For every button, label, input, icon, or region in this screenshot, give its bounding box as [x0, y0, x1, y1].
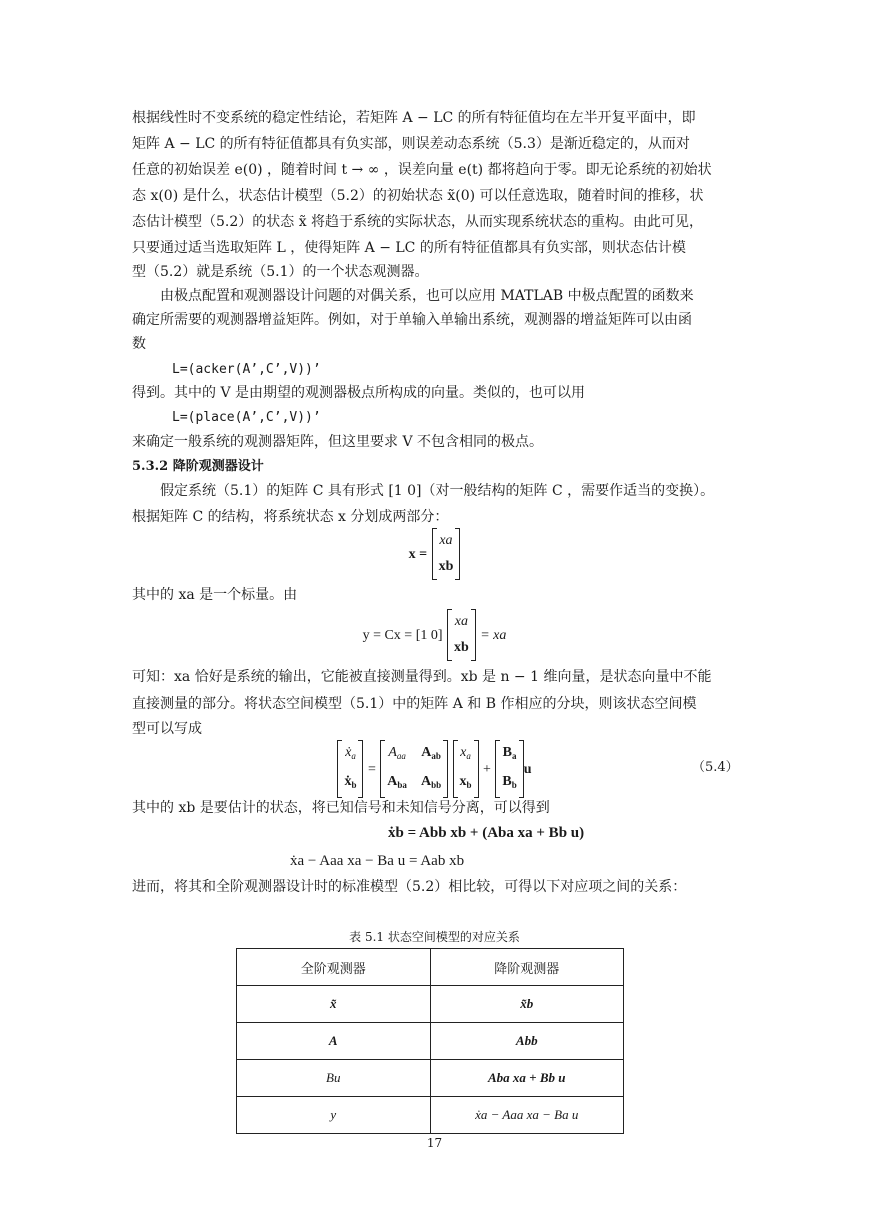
text-line: 直接测量的部分。将状态空间模型（5.1）中的矩阵 A 和 B 作相应的分块，则该状态空间模	[132, 696, 697, 712]
table-cell: x̃	[237, 986, 431, 1023]
text-line: 只要通过适当选取矩阵 L ，使得矩阵 A − LC 的所有特征值都具有负实部，则状态估计模	[132, 240, 686, 256]
text-line: 任意的初始误差 e(0) ，随着时间 t → ∞ ，误差向量 e(t) 都将趋向于零。即无论系统的初始状	[132, 162, 712, 178]
text-line: 型（5.2）就是系统（5.1）的一个状态观测器。	[132, 264, 429, 280]
table-cell: Bu	[237, 1060, 431, 1097]
table-cell: ẋa − Aaa xa − Ba u	[430, 1097, 624, 1134]
equation-xa-dot: ẋa − Aaa xa − Ba u = Aab xb	[290, 853, 465, 869]
equation-number: （5.4）	[692, 760, 739, 775]
table-cell: A	[237, 1023, 431, 1060]
vector-bracket	[432, 528, 461, 580]
table-row	[237, 986, 624, 1023]
table-cell: Aba xa + Bb u	[430, 1060, 624, 1097]
equation-rhs: = xa	[480, 628, 507, 643]
text-line: 型可以写成	[132, 721, 202, 737]
text-line: 进而，将其和全阶观测器设计时的标准模型（5.2）相比较，可得以下对应项之间的关系：	[132, 879, 687, 895]
section-heading: 5.3.2 降阶观测器设计	[132, 459, 264, 474]
text-line: 其中的 xa 是一个标量。由	[132, 587, 298, 603]
table-cell: x̃b	[430, 986, 624, 1023]
vector-bracket	[447, 609, 476, 661]
text-line: 根据矩阵 C 的结构，将系统状态 x 分划成两部分：	[132, 509, 449, 525]
equation-x-partition	[0, 528, 869, 580]
code-line: L=(place(A’,C’,V))’	[172, 410, 321, 425]
text-line: 态估计模型（5.2）的状态 x̃ 将趋于系统的实际状态，从而实现系统状态的重构。由此可见，	[132, 214, 704, 230]
text-line: 其中的 xb 是要估计的状态，将已知信号和未知信号分离，可以得到	[132, 800, 550, 816]
vector-entry: xb	[453, 640, 469, 655]
text-line: 假定系统（5.1）的矩阵 C 具有形式 [1 0]（对一般结构的矩阵 C ，需要作适当的变换）。	[160, 483, 715, 499]
table-caption: 表 5.1 状态空间模型的对应关系	[349, 930, 520, 944]
equation-xb-dot: ẋb = Abb xb + (Aba xa + Bb u)	[388, 825, 585, 841]
text-line: 得到。其中的 V 是由期望的观测器极点所构成的向量。类似的，也可以用	[132, 385, 586, 401]
vector-entry: xa	[454, 614, 468, 629]
text-line: 矩阵 A − LC 的所有特征值都具有负实部，则误差动态系统（5.3）是渐近稳定的，从而对	[132, 136, 690, 152]
table-cell: Abb	[430, 1023, 624, 1060]
table-header-row	[237, 949, 624, 986]
code-line: L=(acker(A’,C’,V))’	[172, 362, 321, 377]
equation-5-4: ẋ$_a$ ẋ$_b$ = $A_{aa}$ $A_{ba}$ $A_{ab}$ $A_{bb}$ $x_a$ $x_b$ + $B_a$ $B_b$ u	[0, 740, 869, 798]
equation-input: u	[523, 762, 532, 777]
table-row	[237, 1023, 624, 1060]
equation-output	[0, 609, 869, 661]
text-line: 确定所需要的观测器增益矩阵。例如，对于单输入单输出系统，观测器的增益矩阵可以由函	[132, 312, 692, 328]
text-line: 来确定一般系统的观测器矩阵，但这里要求 V 不包含相同的极点。	[132, 434, 544, 450]
page-number: 17	[426, 1136, 443, 1150]
correspondence-table	[236, 948, 624, 1134]
vector-entry: xb	[438, 559, 454, 574]
text-line: 可知：xa 恰好是系统的输出，它能被直接测量得到。xb 是 n − 1 维向量，是状态向量中不能	[132, 669, 712, 685]
text-line: 根据线性时不变系统的稳定性结论，若矩阵 A − LC 的所有特征值均在左半开复平面中，即	[132, 110, 696, 126]
text-line: 态 x(0) 是什么，状态估计模型（5.2）的初始状态 x̃(0) 可以任意选取，随着时间的推移，状	[132, 188, 704, 204]
table-row	[237, 1060, 624, 1097]
table-row	[237, 1097, 624, 1134]
text-line: 由极点配置和观测器设计问题的对偶关系，也可以应用 MATLAB 中极点配置的函数来	[160, 288, 694, 304]
table-header-cell: 降阶观测器	[430, 949, 624, 986]
equation-lhs: y = Cx = [1 0]	[362, 628, 443, 643]
table-cell: y	[237, 1097, 431, 1134]
table-header-cell: 全阶观测器	[237, 949, 431, 986]
text-line: 数	[132, 336, 146, 352]
equation-lhs: x =	[408, 547, 428, 562]
vector-entry: xa	[439, 533, 453, 548]
